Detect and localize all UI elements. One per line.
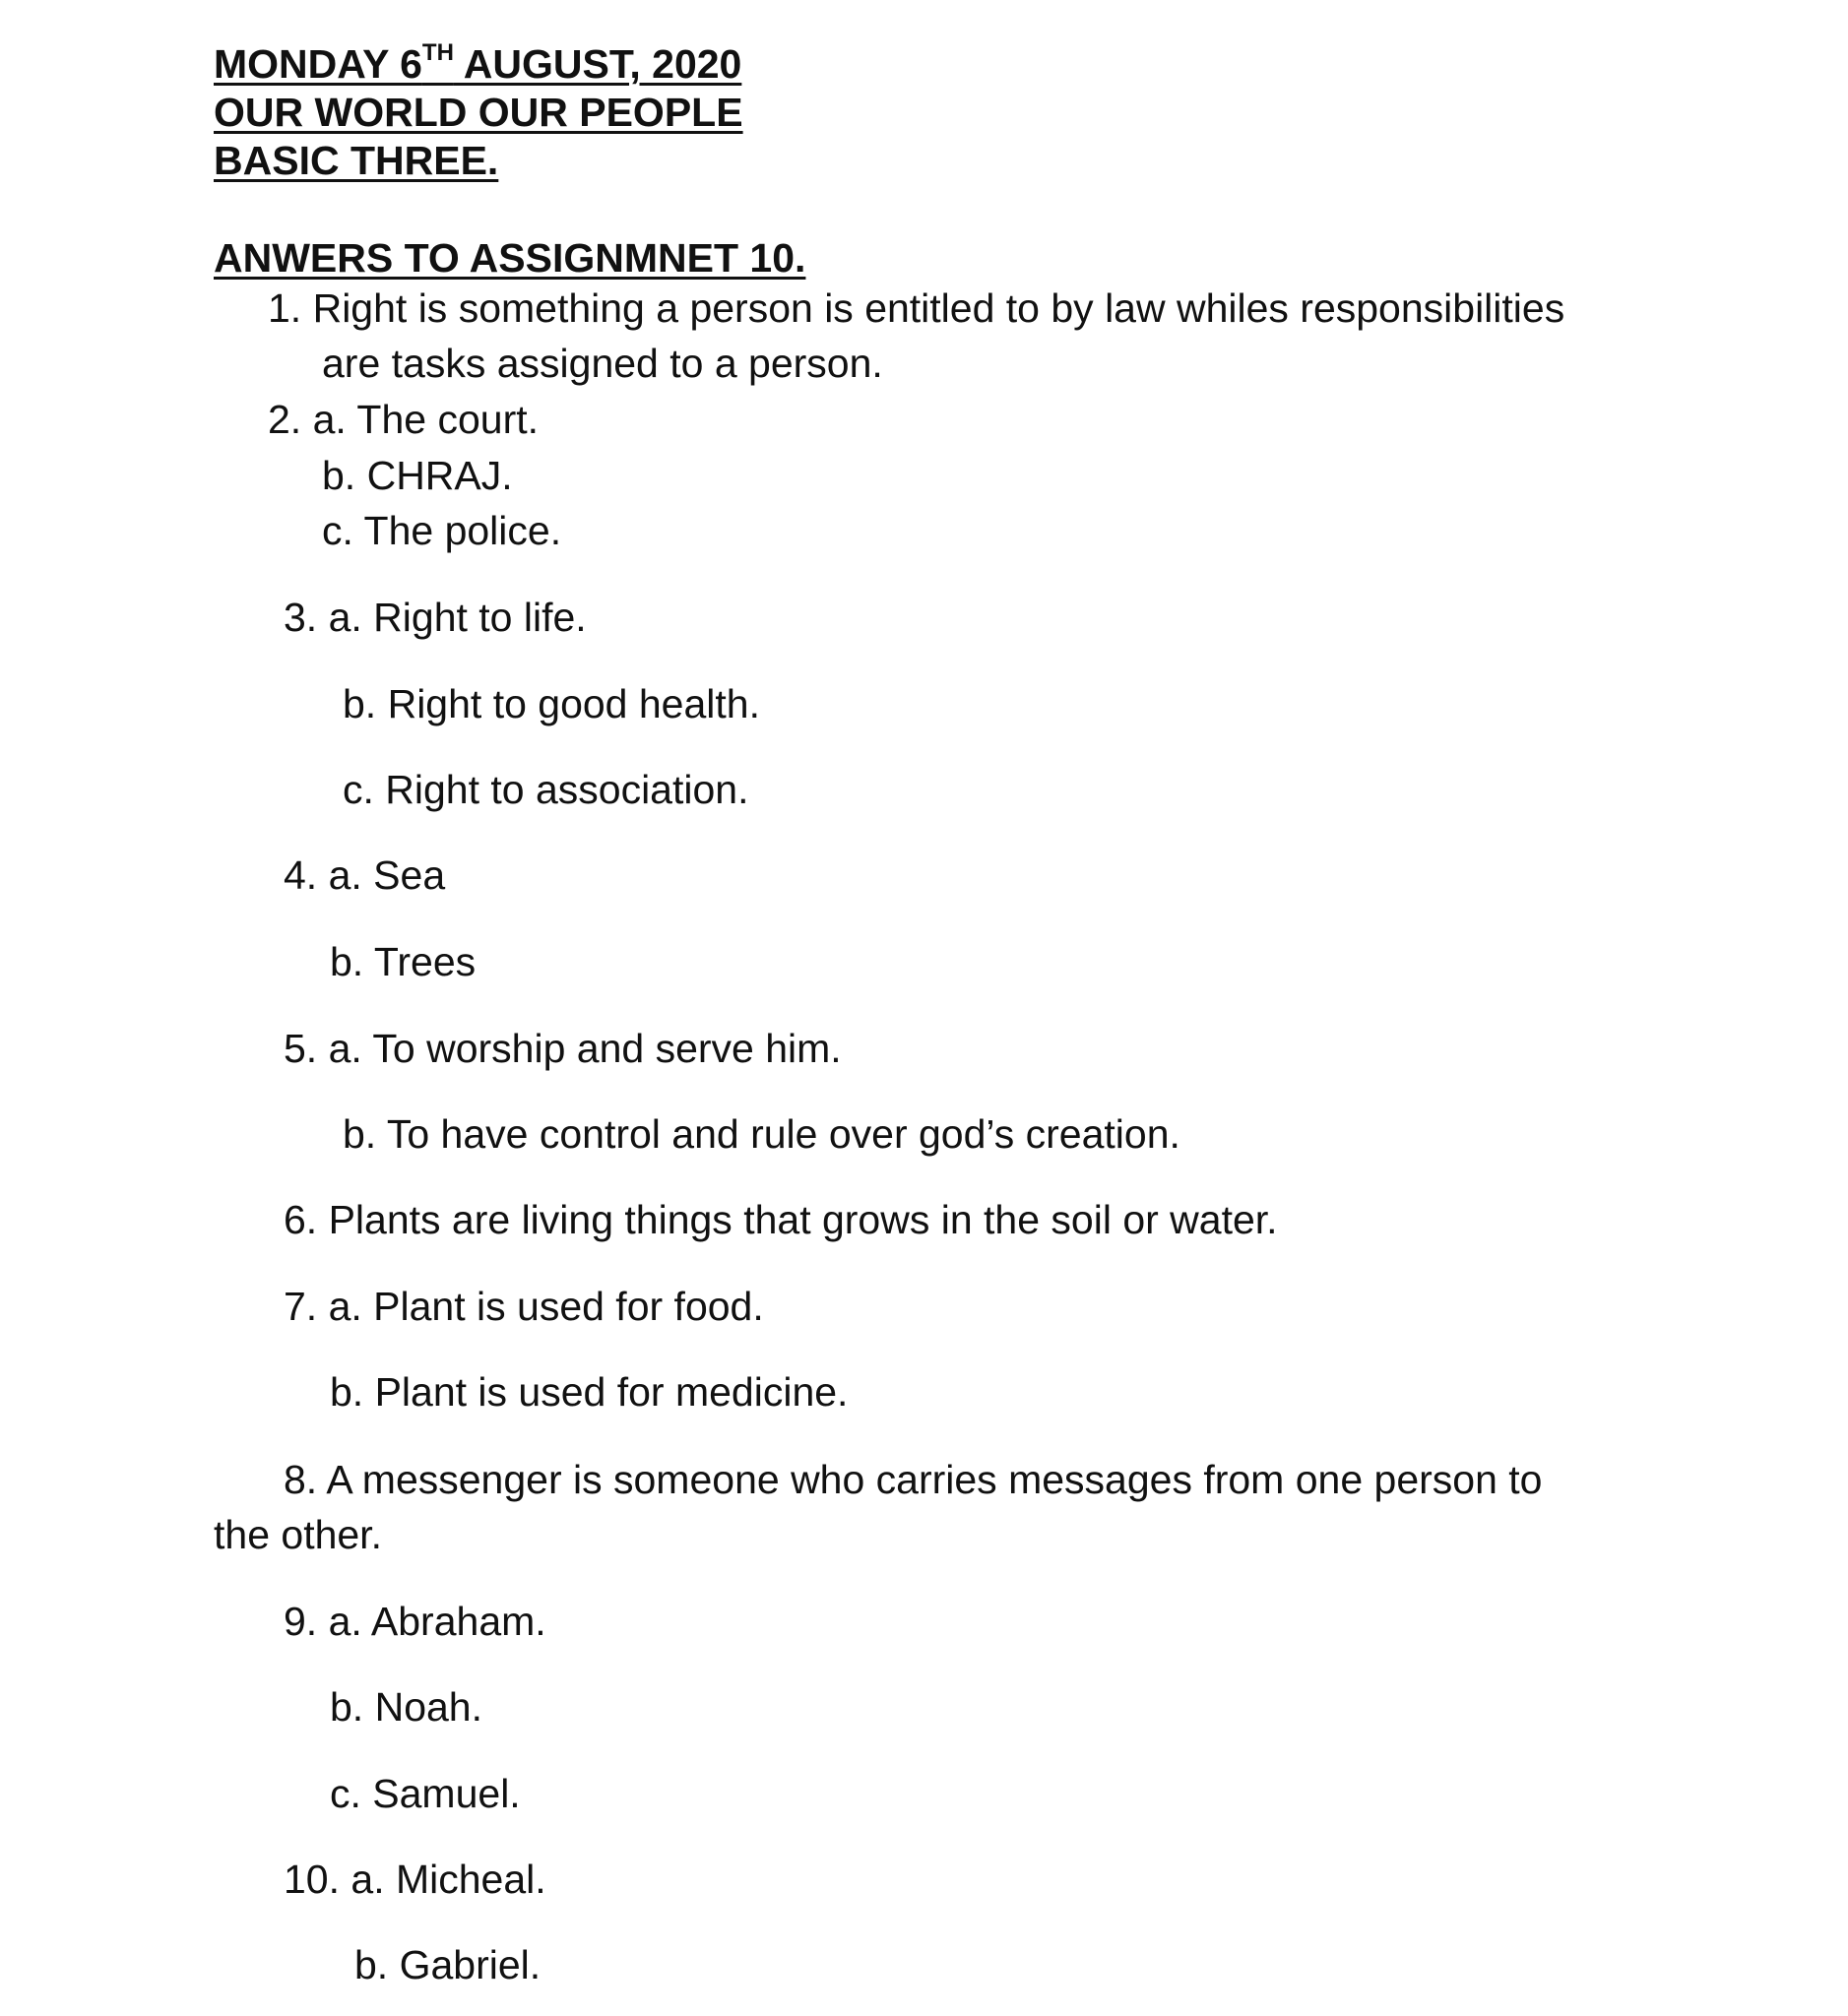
answer-8-line-1: 8. A messenger is someone who carries messages from one person to bbox=[284, 1457, 1543, 1502]
date-heading bbox=[214, 39, 742, 87]
date-suffix: AUGUST, 2020 bbox=[453, 41, 742, 87]
answer-4a: 4. a. Sea bbox=[284, 852, 446, 898]
answer-2c: c. The police. bbox=[322, 508, 562, 553]
answer-9a: 9. a. Abraham. bbox=[284, 1599, 546, 1644]
answer-10a: 10. a. Micheal. bbox=[284, 1857, 546, 1902]
date-superscript: TH bbox=[421, 39, 454, 66]
class-heading: BASIC THREE. bbox=[214, 138, 499, 183]
answer-1-line-1: 1. Right is something a person is entitled to by law whiles responsibilities bbox=[268, 285, 1565, 331]
subject-heading: OUR WORLD OUR PEOPLE bbox=[214, 90, 743, 135]
answer-7b: b. Plant is used for medicine. bbox=[330, 1369, 849, 1415]
answer-1-line-2: are tasks assigned to a person. bbox=[322, 341, 883, 386]
date-prefix: MONDAY 6 bbox=[214, 41, 422, 87]
answer-8-line-2: the other. bbox=[214, 1512, 382, 1557]
answer-4b: b. Trees bbox=[330, 939, 477, 984]
answer-7a: 7. a. Plant is used for food. bbox=[284, 1284, 764, 1329]
answer-3b: b. Right to good health. bbox=[343, 681, 760, 726]
answer-2a: 2. a. The court. bbox=[268, 397, 540, 442]
answer-3a: 3. a. Right to life. bbox=[284, 595, 587, 640]
answer-2b: b. CHRAJ. bbox=[322, 453, 513, 498]
answer-5a: 5. a. To worship and serve him. bbox=[284, 1026, 842, 1071]
answer-10b: b. Gabriel. bbox=[354, 1942, 542, 1987]
answer-9c: c. Samuel. bbox=[330, 1771, 521, 1816]
answer-3c: c. Right to association. bbox=[343, 767, 749, 812]
answer-5b: b. To have control and rule over god’s creation. bbox=[343, 1111, 1180, 1157]
answer-9b: b. Noah. bbox=[330, 1684, 482, 1730]
answer-6: 6. Plants are living things that grows in the soil or water. bbox=[284, 1197, 1278, 1242]
section-title: ANWERS TO ASSIGNMNET 10. bbox=[214, 235, 806, 281]
